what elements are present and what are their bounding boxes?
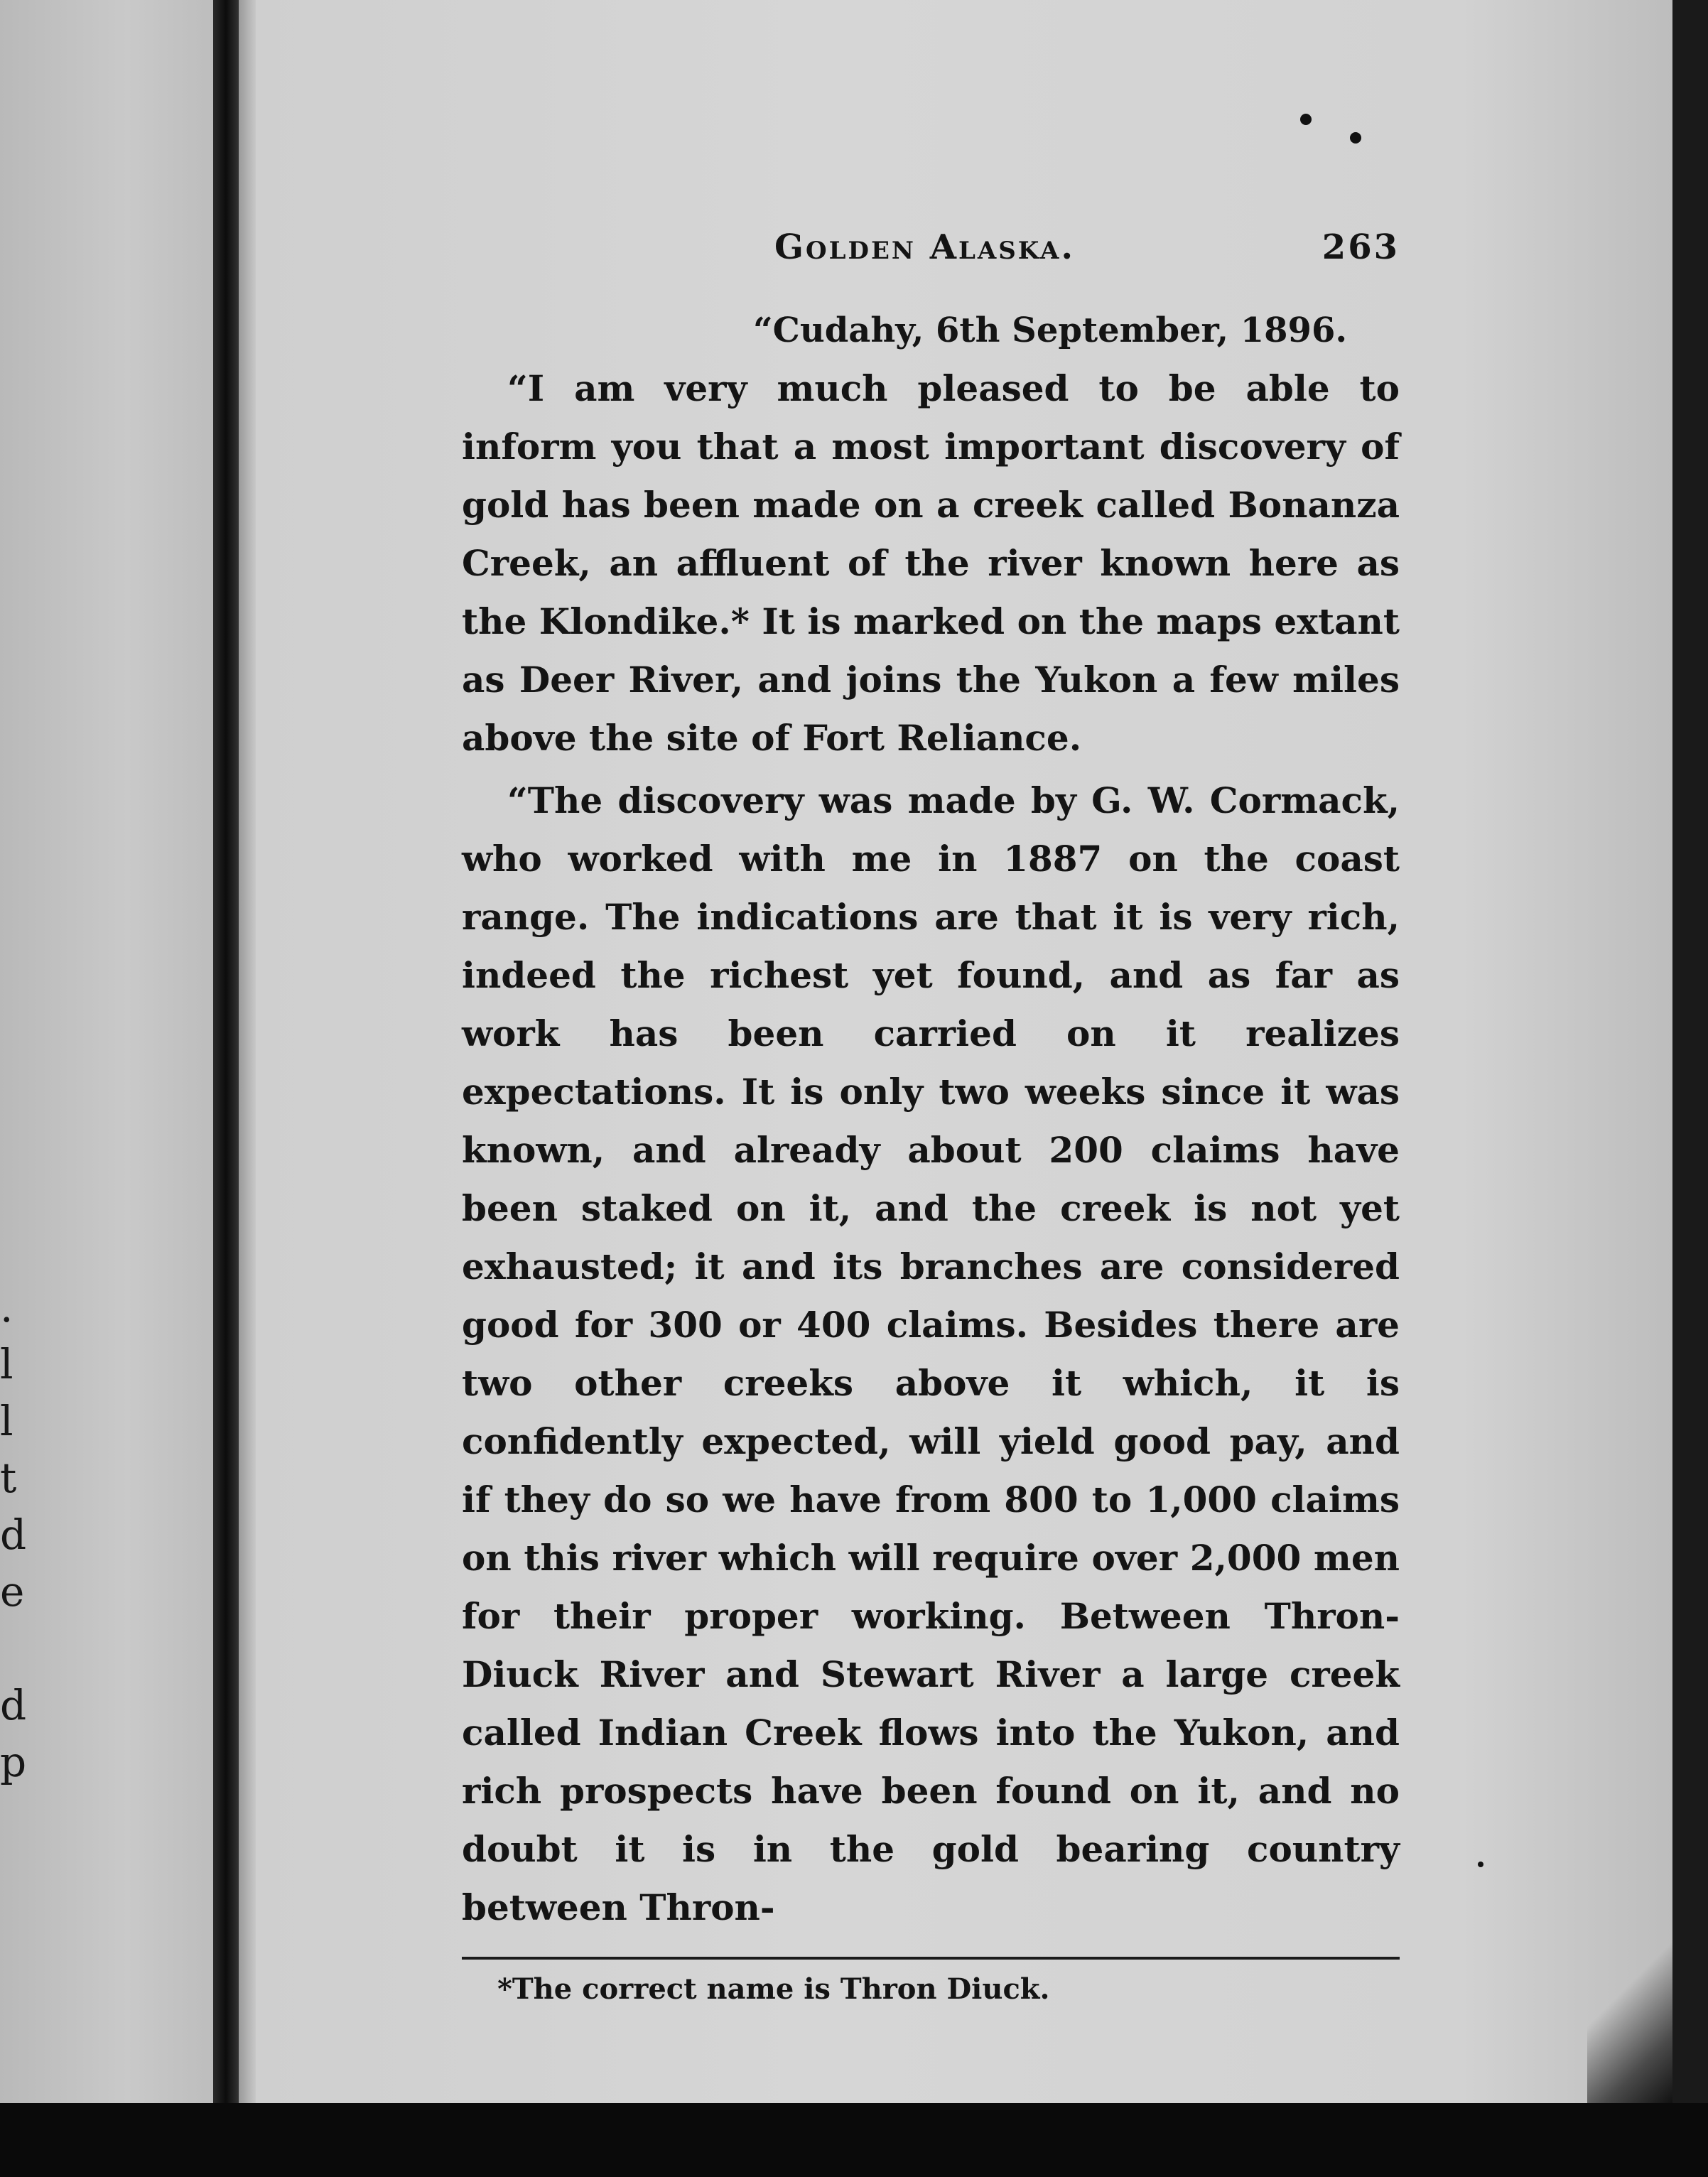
fragment: d bbox=[0, 1681, 27, 1729]
facing-page-margin bbox=[0, 0, 213, 2103]
footnote-rule bbox=[462, 1957, 1400, 1960]
fragment: l bbox=[0, 1340, 13, 1388]
footnote: *The correct name is Thron Diuck. bbox=[497, 1972, 1050, 2006]
paragraph: “The discovery was made by G. W. Cormack, who worked with me in 1887 on the coast range. The indications are that it is very rich, indeed the richest yet found, and as far as work has been carried on it realizes expectations. It is only two weeks since it was known, and already about 200 claims have been staked on it, and the creek is not yet exhausted; it and its branches are considered good for 300 or 400 claims. Besides there are two other creeks above it which, it is confidently expected, will yield good pay, and if they do so we have from 800 to 1,000 claims on this river which will require over 2,000 men for their proper working. Between Thron-Diuck River and Stewart River a large creek called Indian Creek flows into the Yukon, and rich prospects have been found on it, and no doubt it is in the gold bearing country between Thron- bbox=[462, 779, 1400, 1928]
paragraph: “I am very much pleased to be able to inform you that a most important discovery of gold has been made on a creek called Bonanza Creek, an affluent of the river known here as the Klondike.* It is marked on the maps extant as Deer River, and joins the Yukon a few miles above the site of Fort Reliance. bbox=[462, 367, 1400, 759]
fragment: d bbox=[0, 1511, 27, 1559]
fragment: l bbox=[0, 1397, 13, 1445]
fragment: p bbox=[0, 1738, 27, 1786]
ink-speck bbox=[1350, 132, 1361, 144]
letter-dateline: “Cudahy, 6th September, 1896. bbox=[753, 310, 1348, 350]
fragment: e bbox=[0, 1567, 25, 1616]
fragment: . bbox=[0, 1283, 13, 1331]
fragment: t bbox=[0, 1454, 17, 1502]
ink-speck bbox=[1478, 1862, 1483, 1867]
page-corner-shadow bbox=[1587, 1918, 1672, 2103]
ink-speck bbox=[1300, 114, 1312, 125]
running-head bbox=[462, 213, 1400, 277]
binding-gutter-shadow bbox=[213, 0, 239, 2103]
fragment bbox=[0, 1620, 28, 1677]
page-text bbox=[462, 213, 1400, 2006]
page-number: 263 bbox=[1321, 227, 1400, 267]
binding-gutter-edge bbox=[239, 0, 256, 2103]
scan-bottom-border bbox=[0, 2103, 1708, 2177]
facing-page-text-fragments bbox=[0, 1279, 28, 1790]
running-head-title: Golden Alaska. bbox=[774, 227, 1076, 267]
